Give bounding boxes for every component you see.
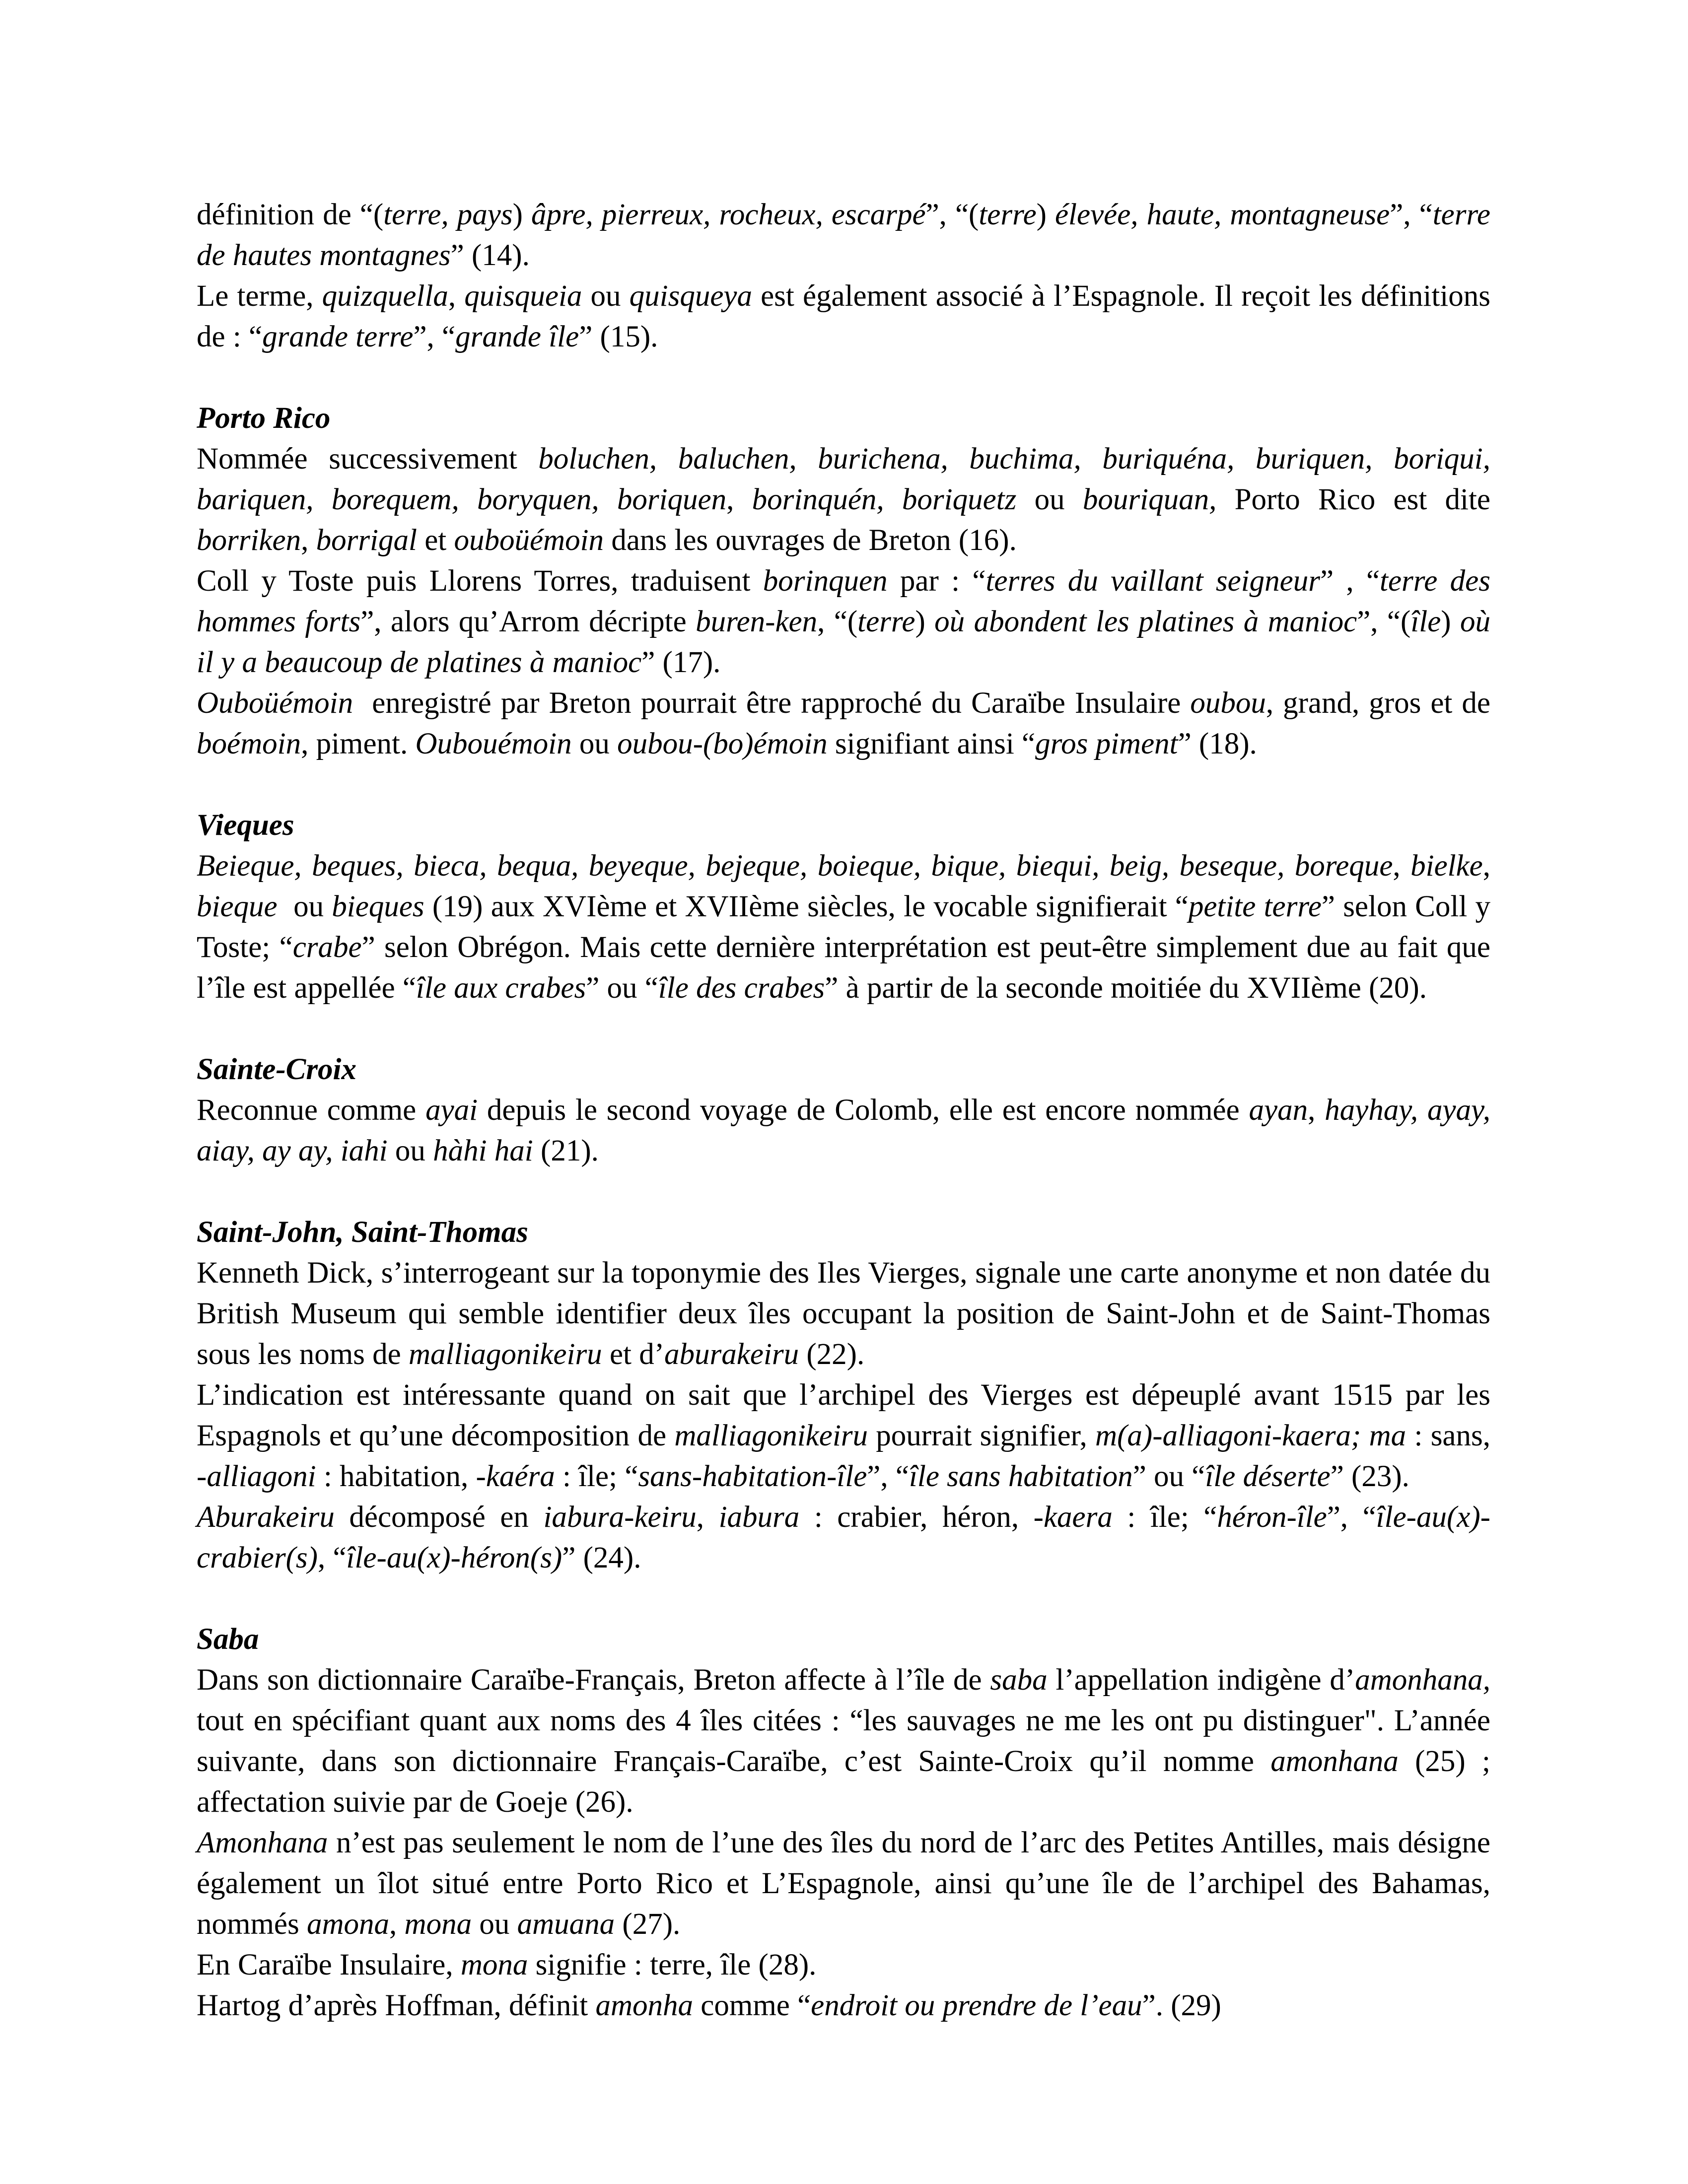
paragraph: Ouboüémoin enregistré par Breton pourrait être rapproché du Caraïbe Insulaire oubou, grand, gros et de boémoin, piment. Oubouémoin ou oubou-(bo)émoin signifiant ainsi “gros piment” (18). [197, 686, 1490, 760]
paragraph: Hartog d’après Hoffman, définit amonha comme “endroit ou prendre de l’eau”. (29) [197, 1989, 1221, 2022]
paragraph: Coll y Toste puis Llorens Torres, traduisent borinquen par : “terres du vaillant seigneur” , “terre des hommes forts”, alors qu’Arrom décripte buren-ken, “(terre) où abondent les platines à manioc”, “(île) où il y a beaucoup de platines à manioc” (17). [197, 564, 1491, 679]
section-heading: Saint-John, Saint-Thomas [197, 1216, 528, 1249]
paragraph-gap [197, 764, 1490, 805]
section-heading: Vieques [197, 809, 294, 842]
paragraph: Nommée successivement boluchen, baluchen, burichena, buchima, buriquéna, buriquen, boriqui, bariquen, borequem, boryquen, boriquen, borinquén, boriquetz ou bouriquan, Porto Rico est dite borriken, borrigal et ouboüémoin dans les ouvrages de Breton (16). [197, 442, 1491, 557]
paragraph: Amonhana n’est pas seulement le nom de l’une des îles du nord de l’arc des Petites Antilles, mais désigne également un îlot situé entre Porto Rico et L’Espagnole, ainsi qu’une île de l’archipel des Bahamas, nommés amona, mona ou amuana (27). [197, 1826, 1490, 1941]
paragraph: Le terme, quizquella, quisqueia ou quisqueya est également associé à l’Espagnole. Il reçoit les définitions de : “grande terre”, “grande île” (15). [197, 279, 1490, 353]
section-heading: Porto Rico [197, 402, 331, 435]
section-heading: Sainte-Croix [197, 1053, 357, 1086]
paragraph-gap [197, 357, 1490, 398]
section-heading: Saba [197, 1623, 259, 1656]
document-page [197, 195, 1490, 2026]
paragraph: Dans son dictionnaire Caraïbe-Français, Breton affecte à l’île de saba l’appellation indigène d’amonhana, tout en spécifiant quant aux noms des 4 îles citées : “les sauvages ne me les ont pu distinguer". L’année suivante, dans son dictionnaire Français-Caraïbe, c’est Sainte-Croix qu’il nomme amonhana (25) ; affectation suivie par de Goeje (26). [197, 1663, 1491, 1819]
paragraph: définition de “(terre, pays) âpre, pierreux, rocheux, escarpé”, “(terre) élevée, haute, montagneuse”, “terre de hautes montagnes” (14). [197, 198, 1490, 272]
paragraph: En Caraïbe Insulaire, mona signifie : terre, île (28). [197, 1948, 817, 1981]
paragraph: Aburakeiru décomposé en iabura-keiru, iabura : crabier, héron, -kaera : île; “héron-île”, “île-au(x)-crabier(s), “île-au(x)-héron(s)” (24). [197, 1501, 1490, 1574]
document-body [197, 195, 1490, 2026]
paragraph: Reconnue comme ayai depuis le second voyage de Colomb, elle est encore nommée ayan, hayhay, ayay, aiay, ay ay, iahi ou hàhi hai (21). [197, 1093, 1491, 1167]
paragraph-gap [197, 1009, 1490, 1049]
paragraph: Beieque, beques, bieca, bequa, beyeque, bejeque, boieque, bique, biequi, beig, beseque, boreque, bielke, bieque ou bieques (19) aux XVIème et XVIIème siècles, le vocable signifierait “petite terre” selon Coll y Toste; “crabe” selon Obrégon. Mais cette dernière interprétation est peut-être simplement due au fait que l’île est appellée “île aux crabes” ou “île des crabes” à partir de la seconde moitiée du XVIIème (20). [197, 849, 1491, 1005]
paragraph-gap [197, 1578, 1490, 1619]
paragraph: Kenneth Dick, s’interrogeant sur la toponymie des Iles Vierges, signale une carte anonyme et non datée du British Museum qui semble identifier deux îles occupant la position de Saint-John et de Saint-Thomas sous les noms de malliagonikeiru et d’aburakeiru (22). [197, 1256, 1490, 1371]
paragraph: L’indication est intéressante quand on sait que l’archipel des Vierges est dépeuplé avant 1515 par les Espagnols et qu’une décomposition de malliagonikeiru pourrait signifier, m(a)-alliagoni-kaera; ma : sans, -alliagoni : habitation, -kaéra : île; “sans-habitation-île”, “île sans habitation” ou “île déserte” (23). [197, 1378, 1490, 1493]
paragraph-gap [197, 1171, 1490, 1212]
